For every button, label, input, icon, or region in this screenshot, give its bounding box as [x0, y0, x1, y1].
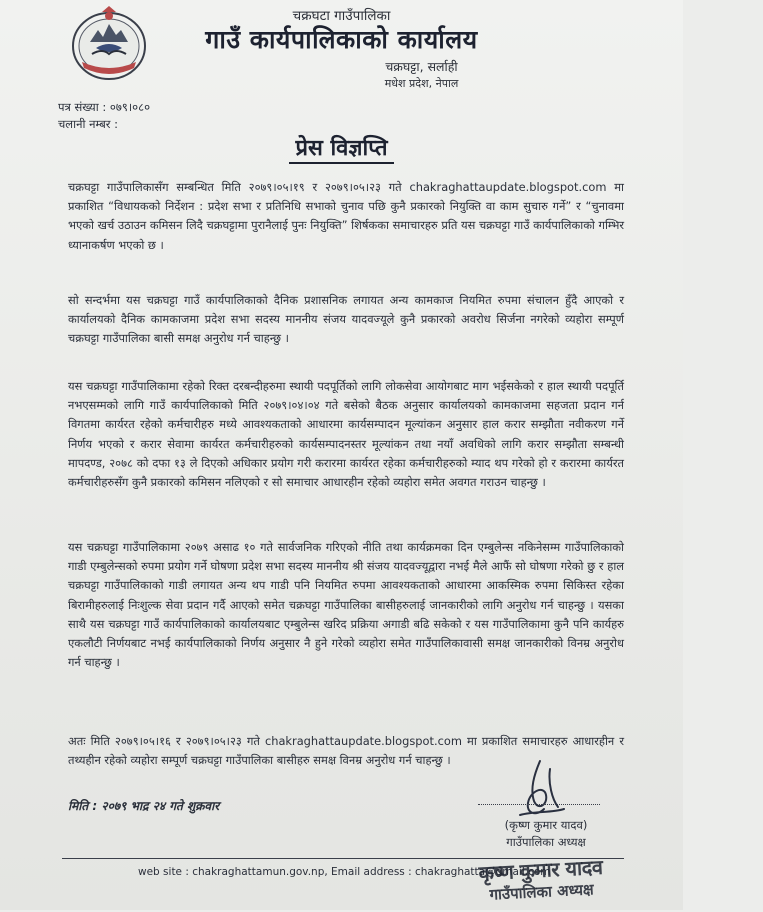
body-paragraph-1: चक्रघट्टा गाउँपालिकासँग सम्बन्धित मिति २०७९।०५।१९ र २०७९।०५।२३ गते chakraghattaupdate.blogspot.com मा प्रकाशित “विधायकको निर्देशन : प्रदेश सभा र प्रतिनिधि सभाको चुनाव पछि कुनै प्रकारको नियुक्ति वा काम सुचारु गर्ने” र “चुनावमा भएको खर्च उठाउन कमिसन लिदै चक्रघट्टामा पुरानैलाई पुनः नियुक्ति” शिर्षकका समाचारहरु प्रति यस चक्रघट्टा गाउँ कार्यपालिकाको गम्भिर ध्यानाकर्षण भएको छ ।: [68, 180, 624, 252]
dispatch-number: चलानी नम्बर :: [58, 117, 119, 131]
office-location: चक्रघट्टा, सर्लाही: [385, 59, 458, 74]
handwritten-signature-icon: [500, 755, 580, 825]
office-province: मधेश प्रदेश, नेपाल: [384, 77, 459, 90]
stamp-name: कृष्ण कुमार यादव: [477, 854, 603, 886]
body-paragraph-3: यस चक्रघट्टा गाउँपालिकामा रहेको रिक्त दरबन्दीहरुमा स्थायी पदपूर्तिको लागि लोकसेवा आयोगबाट माग भईसकेको र हाल स्थायी पदपूर्ति नभएसम्मको लागि गाउँ कार्यपालिकाको मिति २०७९।०४।०४ गते बसेको बैठक अनुसार कार्यालयको कामकाजमा सहजता प्रदान गर्न विगतमा कार्यरत रहेको कर्मचारीहरु मध्ये आवश्यकताको आधारमा कार्यसम्पादन मूल्यांकन अनुसार हाल करार सम्झौता नवीकरण गर्ने निर्णय भएको र करार सेवामा कार्यरत कर्मचारीहरुको कार्यसम्पादनस्तर मूल्यांकन तथा नयाँ अवधिको लागि करार सम्झौता सम्बन्धी मापदण्ड, २०७८ को दफा १३ ले दिएको अधिकार प्रयोग गरी करारमा कार्यरत रहेका कर्मचारीहरुको म्याद थप गरेको हो र करारमा कार्यरत कर्मचारीहरुसँग कुनै प्रकारको कमिसन नलिएको र सो समाचार आधारहीन रहेको व्यहोरा समेत अवगत गराउन चाहन्छु ।: [68, 379, 624, 490]
signature-line: [478, 803, 600, 805]
body-paragraph-5: अतः मिति २०७९।०५।१६ र २०७९।०५।२३ गते chakraghattaupdate.blogspot.com मा प्रकाशित समाचारहरु आधारहीन र तथ्यहीन रहेको व्यहोरा सम्पूर्ण चक्रघट्टा गाउँपालिका बासीहरु समक्ष विनम्र अनुरोध गर्न चाहन्छु ।: [68, 734, 624, 768]
document-title-text: प्रेस विज्ञप्ति: [289, 136, 393, 164]
municipality-name: चक्रघटा गाउँपालिका: [292, 8, 391, 24]
body-paragraph-4: यस चक्रघट्टा गाउँपालिकामा २०७९ असाढ १० गते सार्वजनिक गरिएको नीति तथा कार्यक्रमका दिन एम्बुलेन्स नकिनेसम्म गाउँपालिकाको गाडी एम्बुलेन्सको रुपमा प्रयोग गर्ने घोषणा प्रदेश सभा सदस्य माननीय श्री संजय यादवज्यूद्वारा नभई मैले आफैं सो घोषणा गरेको छु र हाल चक्रघट्टा गाउँपालिकाको गाडी लगायत अन्य थप गाडी पनि नियमित रुपमा आवश्यकताको आधारमा आकस्मिक रुपमा सिकिस्त रहेका बिरामीहरुलाई निःशुल्क सेवा प्रदान गर्दै आएको समेत चक्रघट्टा गाउँपालिका बासीहरुलाई जानकारीको लागि अनुरोध गर्न चाहन्छु । यसका साथै यस चक्रघट्टा गाउँ कार्यपालिकाको कार्यालयबाट एम्बुलेन्स खरिद प्रक्रिया अगाडी बढि सकेको र यस गाउँपालिकामा कुनै पनि कार्यहरु एकलौटी निर्णयबाट नभई कार्यपालिकाको निर्णय अनुसार नै हुने गरेको व्यहोरा समेत गाउँपालिकावासी समक्ष जानकारीको विनम्र अनुरोध गर्न चाहन्छु ।: [68, 540, 624, 670]
issue-date: मिति : २०७९ भाद्र २४ गते शुक्रवार: [68, 799, 220, 813]
document-title: [0, 132, 683, 162]
office-name: गाउँ कार्यपालिकाको कार्यालय: [205, 25, 478, 54]
letter-number: पत्र संख्या : ०७९।०८०: [58, 100, 151, 114]
signatory-title: गाउँपालिका अध्यक्ष: [506, 835, 586, 849]
footer-contact: web site : chakraghattamun.gov.np, Email address : chakraghatta@gmail.com: [138, 866, 551, 878]
official-stamp: [465, 848, 618, 912]
stamp-title: गाउँपालिका अध्यक्ष: [489, 880, 595, 904]
signatory-name: (कृष्ण कुमार यादव): [504, 818, 588, 832]
body-paragraph-2: सो सन्दर्भमा यस चक्रघट्टा गाउँ कार्यपालिकाको दैनिक प्रशासनिक लगायत अन्य कामकाज नियमित रुपमा संचालन हुँदै आएको र कार्यालयको दैनिक कामकाजमा प्रदेश सभा सदस्य माननीय संजय यादवज्यूले कुनै प्रकारको अवरोध सिर्जना नगरेको व्यहोरा सम्पूर्ण चक्रघट्टा गाउँपालिका बासी समक्ष अनुरोध गर्न चाहन्छु ।: [68, 293, 624, 346]
